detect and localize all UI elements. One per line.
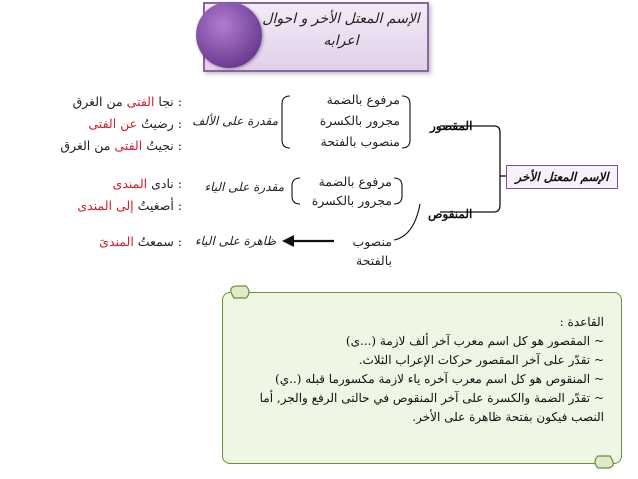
main-node-box: الإسم المعتل الأخر — [506, 165, 618, 189]
maqsur-bracket-left — [282, 96, 290, 148]
main-bracket — [440, 126, 500, 212]
title-line-1: الإسم المعتل الأخر و احوال — [262, 11, 420, 27]
rule-line-5: النصب فيكون بفتحة ظاهرة على الأخر. — [412, 410, 604, 424]
maqsur-example-2 — [20, 116, 182, 131]
manqus-label: المنقوص — [428, 207, 473, 221]
example-prefix: نادى — [147, 176, 174, 191]
maqsur-label: المقصور — [430, 119, 473, 133]
example-prefix: رضيتُ — [137, 116, 174, 131]
manqus-example-1 — [20, 176, 182, 191]
example-prefix: نجا — [154, 94, 174, 109]
example-suffix: من الغرق — [60, 138, 115, 153]
example-suffix: من الغرق — [72, 94, 127, 109]
maqsur-note: مقدرة على الألف — [192, 114, 278, 128]
example-highlight: عن الفتى — [88, 116, 138, 131]
example-prefix: نجيتُ — [142, 138, 174, 153]
manqus-state-nasb: منصوب — [352, 234, 392, 249]
example-highlight: إلى المندى — [77, 198, 134, 213]
maqsur-state-nasb: منصوب بالفتحة — [320, 134, 400, 149]
example-prefix: أصغيتُ — [133, 198, 174, 213]
manqus-visible-note: ظاهرة على الياء — [194, 234, 276, 248]
title-line-2: اعرابه — [323, 33, 359, 49]
example-prefix: سمعتُ — [133, 234, 174, 249]
rule-line-1: ~ المقصور هو كل اسم معرب آخر ألف لازمة (...ى) — [345, 334, 604, 348]
manqus-hidden-note: مقدرة على الياء — [204, 180, 284, 194]
manqus-bracket-left — [292, 178, 300, 204]
arrow-head — [282, 235, 294, 247]
manqus-state-raf: مرفوع بالضمة — [318, 174, 392, 189]
manqus-example-3 — [20, 234, 182, 249]
rules-text — [228, 313, 604, 427]
manqus-state-jarr: مجرور بالكسرة — [311, 193, 392, 208]
manqus-bracket — [394, 178, 402, 204]
example-highlight: الفتى — [126, 94, 155, 109]
example-highlight: الفتى — [114, 138, 143, 153]
manqus-state-nasb-fatha: بالفتحة — [356, 253, 392, 268]
maqsur-bracket — [402, 96, 410, 148]
example-colon: : — [177, 176, 182, 191]
maqsur-example-3 — [20, 138, 182, 153]
example-colon: : — [177, 94, 182, 109]
example-colon: : — [177, 138, 182, 153]
example-colon: : — [177, 116, 182, 131]
example-highlight: المندىَ — [99, 234, 134, 249]
example-highlight: المندى — [112, 176, 148, 191]
rule-line-4: ~ تقدّر الضمة والكسرة على آخر المنقوص في حالتى الرفع والجر, أما — [259, 391, 604, 405]
example-colon: : — [177, 198, 182, 213]
rules-heading: القاعدة : — [559, 315, 604, 329]
rule-line-2: ~ تقدّر على آخر المقصور حركات الإعراب الثلاث. — [358, 353, 604, 367]
manqus-to-mansub-link — [394, 204, 420, 240]
example-colon: : — [177, 234, 182, 249]
rule-line-3: ~ المنقوص هو كل اسم معرب آخره ياء لازمة مكسورما قبله (..ي) — [275, 372, 604, 386]
maqsur-state-raf: مرفوع بالضمة — [326, 92, 400, 107]
maqsur-state-jarr: مجرور بالكسرة — [319, 113, 400, 128]
maqsur-example-1 — [20, 94, 182, 109]
manqus-example-2 — [20, 198, 182, 213]
